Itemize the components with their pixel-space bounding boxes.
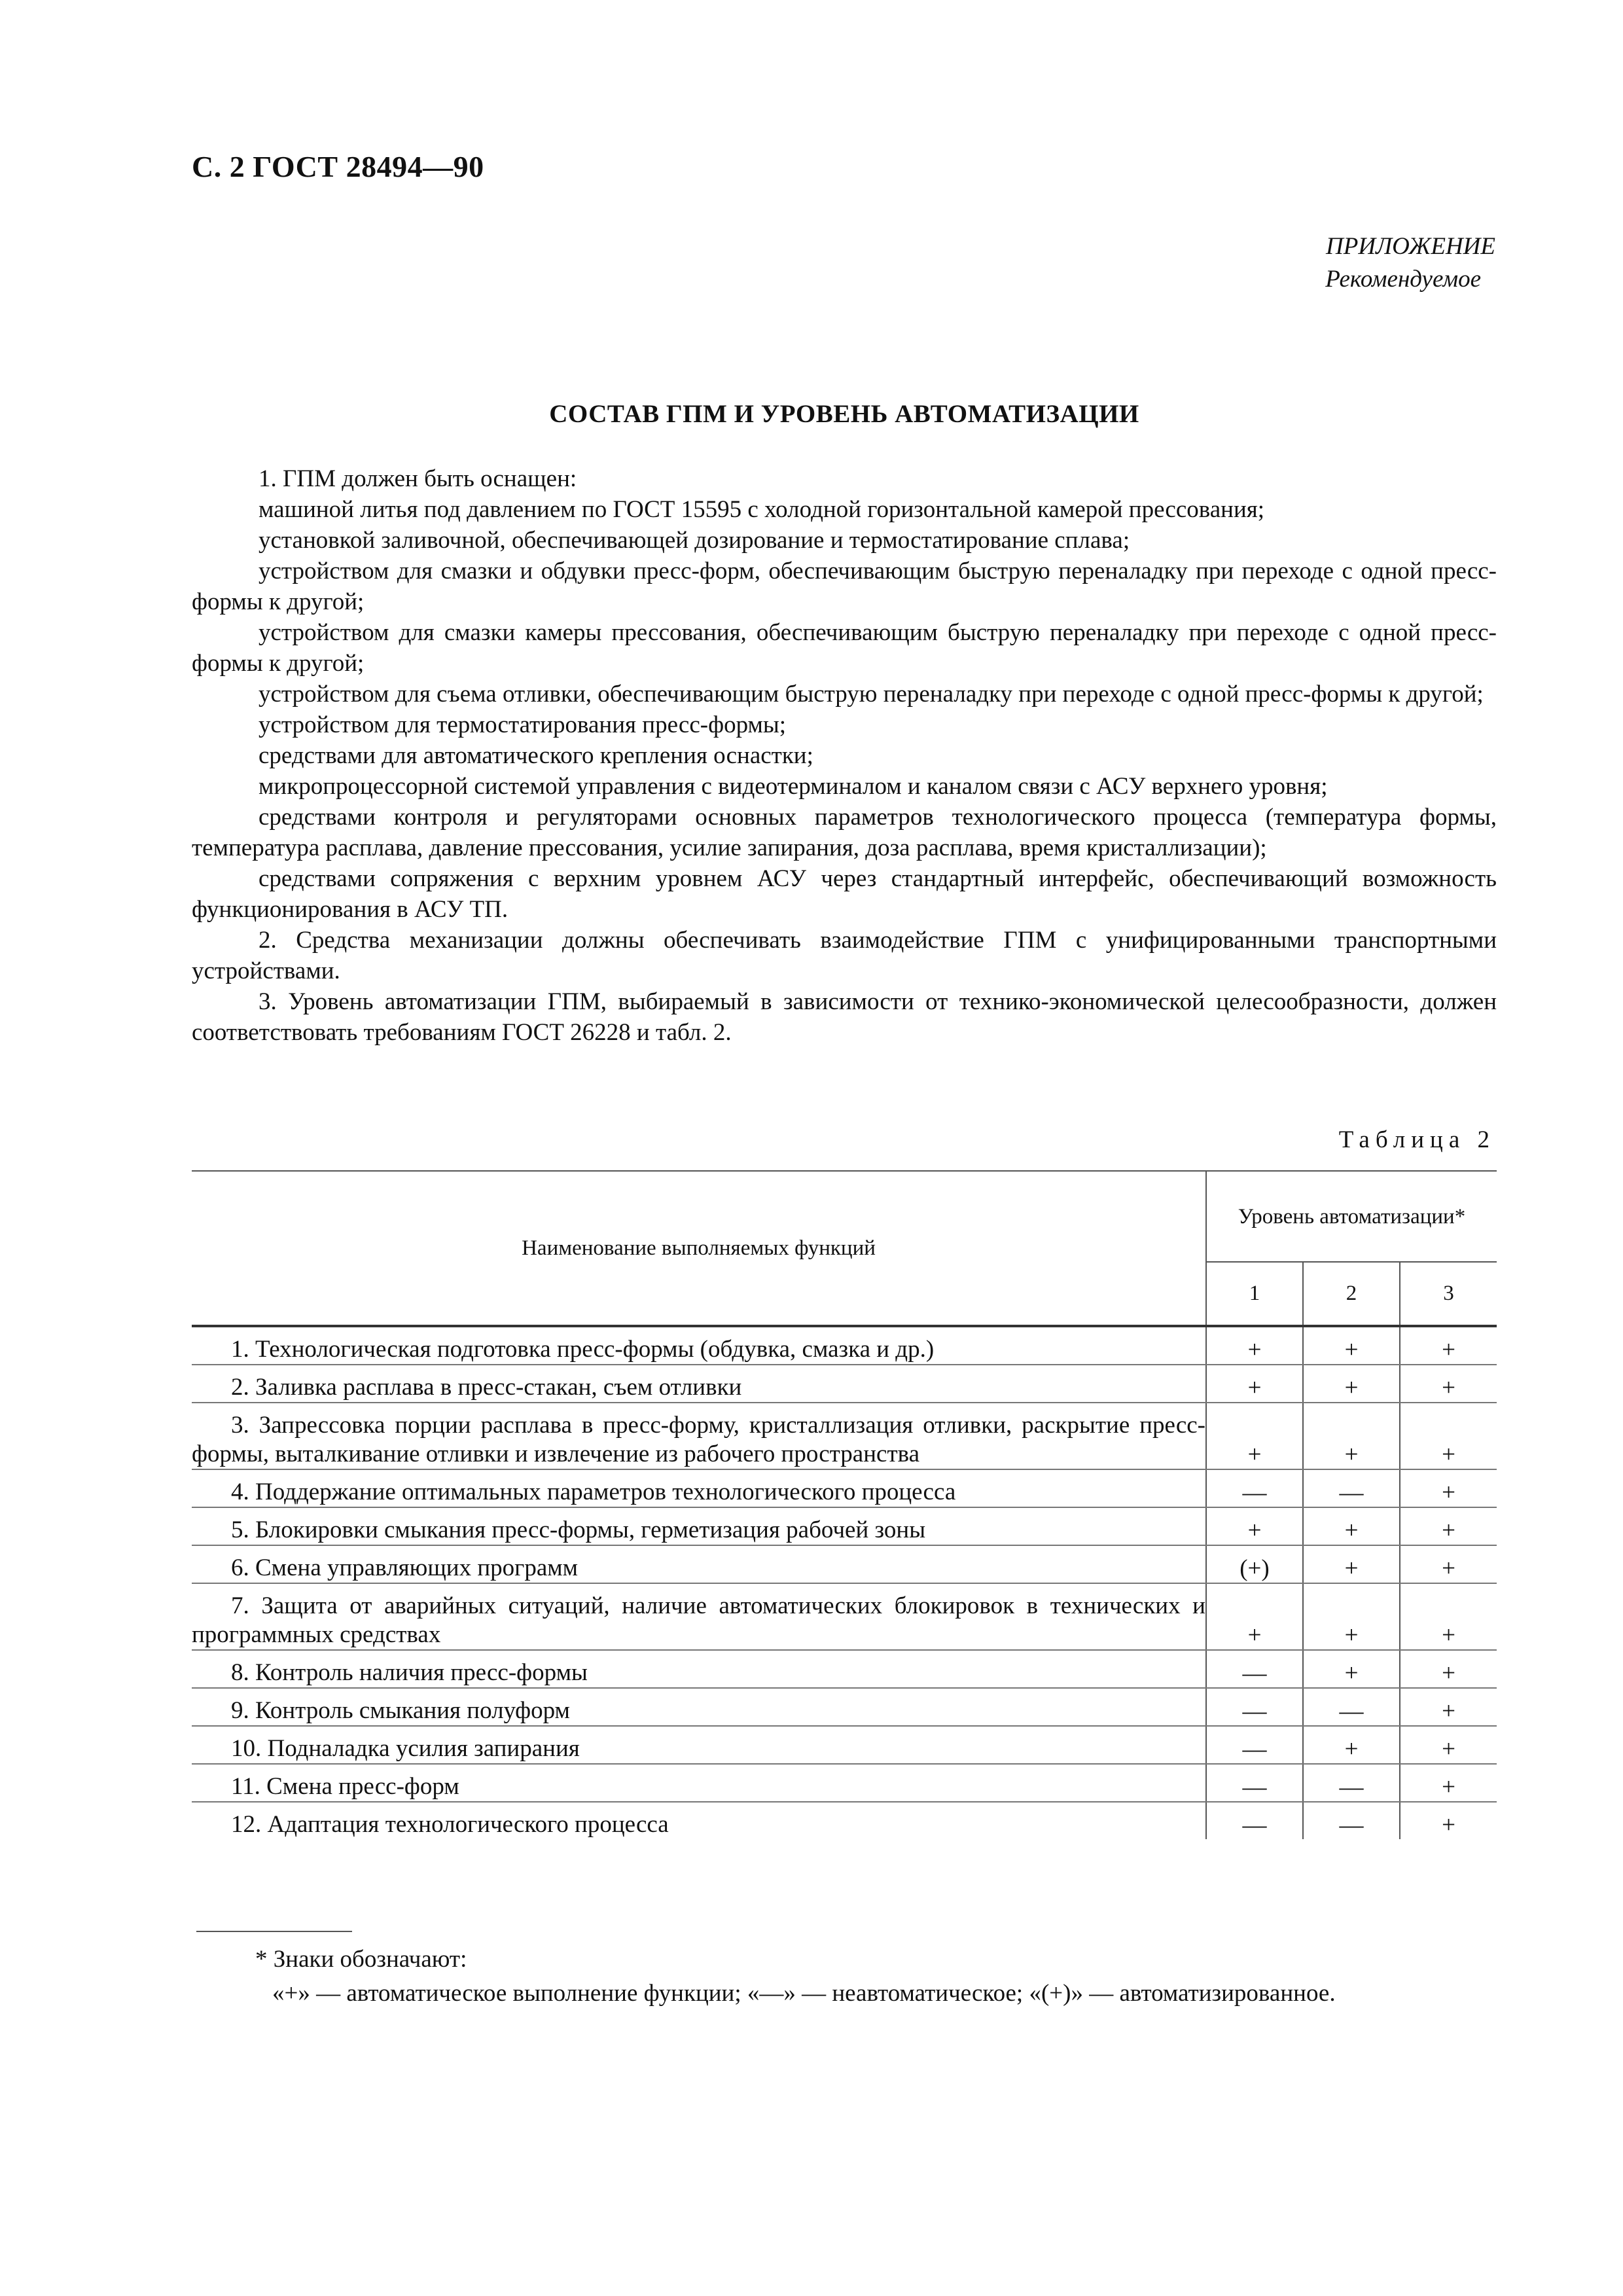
paragraph: установкой заливочной, обеспечивающей дозирование и термостатирование сплава; — [259, 527, 1130, 554]
level-mark: + — [1400, 1764, 1497, 1802]
function-name: 2. Заливка расплава в пресс-стакан, съем отливки — [192, 1365, 1206, 1403]
appendix-label: ПРИЛОЖЕНИЕ — [1326, 233, 1495, 260]
function-name: 4. Поддержание оптимальных параметров технологического процесса — [192, 1469, 1206, 1507]
function-name: 1. Технологическая подготовка пресс-формы (обдувка, смазка и др.) — [192, 1326, 1206, 1365]
table-row — [192, 1469, 1497, 1507]
table-row — [192, 1688, 1497, 1726]
function-name: 12. Адаптация технологического процесса — [192, 1802, 1206, 1839]
level-mark: + — [1400, 1583, 1497, 1650]
level-mark: + — [1206, 1583, 1303, 1650]
level-mark: + — [1303, 1365, 1400, 1403]
level-mark: + — [1303, 1507, 1400, 1545]
table-row — [192, 1326, 1497, 1365]
level-mark: (+) — [1206, 1545, 1303, 1583]
level-mark: + — [1206, 1365, 1303, 1403]
paragraph: устройством для съема отливки, обеспечивающим быструю переналадку при переходе с одной пресс-формы к другой; — [259, 681, 1484, 708]
level-mark: — — [1303, 1764, 1400, 1802]
level-mark: + — [1400, 1365, 1497, 1403]
level-mark: + — [1206, 1403, 1303, 1469]
paragraph: машиной литья под давлением по ГОСТ 15595 с холодной горизонтальной камерой прессования; — [259, 496, 1265, 523]
table-caption: Таблица 2 — [1338, 1126, 1495, 1153]
level-mark: + — [1400, 1403, 1497, 1469]
paragraph: устройством для смазки и обдувки пресс-форм, обеспечивающим быструю переналадку при переходе с одной пресс-формы к другой; — [192, 558, 1497, 615]
paragraph: средствами для автоматического крепления оснастки; — [259, 742, 813, 769]
paragraph: микропроцессорной системой управления с видеотерминалом и каналом связи с АСУ верхнего уровня; — [259, 773, 1328, 800]
level-mark: + — [1206, 1326, 1303, 1365]
function-name: 9. Контроль смыкания полуформ — [192, 1688, 1206, 1726]
level-mark: — — [1303, 1469, 1400, 1507]
footnote-legend: «+» — автоматическое выполнение функции; «—» — неавтоматическое; «(+)» — автоматизированное. — [272, 1980, 1336, 2007]
level-mark: — — [1206, 1469, 1303, 1507]
paragraph: средствами контроля и регуляторами основных параметров технологического процесса (температура формы, температура расплава, давление прессования, усилие запирания, доза расплава, время кристаллизации); — [192, 804, 1497, 861]
level-mark: + — [1303, 1403, 1400, 1469]
level-mark: + — [1400, 1326, 1497, 1365]
level-mark: — — [1303, 1802, 1400, 1839]
table-row — [192, 1726, 1497, 1764]
document-title: СОСТАВ ГПМ И УРОВЕНЬ АВТОМАТИЗАЦИИ — [549, 400, 1139, 428]
paragraph: устройством для термостатирования пресс-формы; — [259, 711, 787, 738]
table-row — [192, 1764, 1497, 1802]
table-row — [192, 1403, 1497, 1469]
paragraph: устройством для смазки камеры прессования, обеспечивающим быструю переналадку при переходе с одной пресс-формы к другой; — [192, 619, 1497, 677]
function-name: 6. Смена управляющих программ — [192, 1545, 1206, 1583]
level-mark: — — [1303, 1688, 1400, 1726]
header-automation-level: Уровень автоматизации* — [1206, 1171, 1497, 1262]
level-mark: — — [1206, 1764, 1303, 1802]
paragraph: 1. ГПМ должен быть оснащен: — [259, 465, 577, 492]
level-mark: + — [1400, 1688, 1497, 1726]
page-header: С. 2 ГОСТ 28494—90 — [192, 150, 484, 183]
appendix-status: Рекомендуемое — [1325, 266, 1481, 293]
level-mark: — — [1242, 1812, 1267, 1839]
level-mark: + — [1400, 1507, 1497, 1545]
level-mark: + — [1303, 1326, 1400, 1365]
table-row — [192, 1365, 1497, 1403]
header-function-name: Наименование выполняемых функций — [192, 1171, 1206, 1326]
table-row — [192, 1507, 1497, 1545]
level-mark: + — [1206, 1507, 1303, 1545]
header-level-2: 2 — [1303, 1262, 1400, 1326]
level-mark: + — [1303, 1650, 1400, 1688]
function-name: 8. Контроль наличия пресс-формы — [192, 1650, 1206, 1688]
paragraph: 3. Уровень автоматизации ГПМ, выбираемый в зависимости от технико-экономической целесообразности, должен соответствовать требованиям ГОСТ 26228 и табл. 2. — [192, 988, 1497, 1046]
level-mark: + — [1303, 1726, 1400, 1764]
level-mark: + — [1303, 1545, 1400, 1583]
appendix-label-block — [1325, 230, 1495, 296]
footnote-divider — [196, 1931, 352, 1932]
paragraph: 2. Средства механизации должны обеспечивать взаимодействие ГПМ с унифицированными транспортными устройствами. — [192, 927, 1497, 984]
level-mark: — — [1206, 1688, 1303, 1726]
level-mark: + — [1400, 1726, 1497, 1764]
table-row — [192, 1802, 1497, 1839]
level-mark: — — [1206, 1650, 1303, 1688]
table-row — [192, 1583, 1497, 1650]
level-mark: + — [1400, 1545, 1497, 1583]
header-level-1: 1 — [1206, 1262, 1303, 1326]
level-mark: — — [1206, 1726, 1303, 1764]
level-mark: + — [1400, 1802, 1497, 1839]
level-mark: + — [1400, 1650, 1497, 1688]
function-name: 3. Запрессовка порции расплава в пресс-форму, кристаллизация отливки, раскрытие пресс-формы, выталкивание отливки и извлечение из рабочего пространства — [192, 1403, 1206, 1469]
footnote — [255, 1943, 1336, 2011]
footnote-line: * Знаки обозначают: — [255, 1946, 467, 1973]
function-name: 7. Защита от аварийных ситуаций, наличие автоматических блокировок в технических и программных средствах — [192, 1583, 1206, 1650]
level-mark: + — [1303, 1583, 1400, 1650]
header-level-3: 3 — [1400, 1262, 1497, 1326]
paragraph: средствами сопряжения с верхним уровнем АСУ через стандартный интерфейс, обеспечивающий возможность функционирования в АСУ ТП. — [192, 865, 1497, 923]
function-name: 11. Смена пресс-форм — [192, 1764, 1206, 1802]
table-row — [192, 1545, 1497, 1583]
level-mark: + — [1400, 1469, 1497, 1507]
body-text — [192, 463, 1497, 1048]
function-name: 5. Блокировки смыкания пресс-формы, герметизация рабочей зоны — [192, 1507, 1206, 1545]
automation-level-table — [192, 1170, 1497, 1839]
table-row — [192, 1650, 1497, 1688]
function-name: 10. Подналадка усилия запирания — [192, 1726, 1206, 1764]
